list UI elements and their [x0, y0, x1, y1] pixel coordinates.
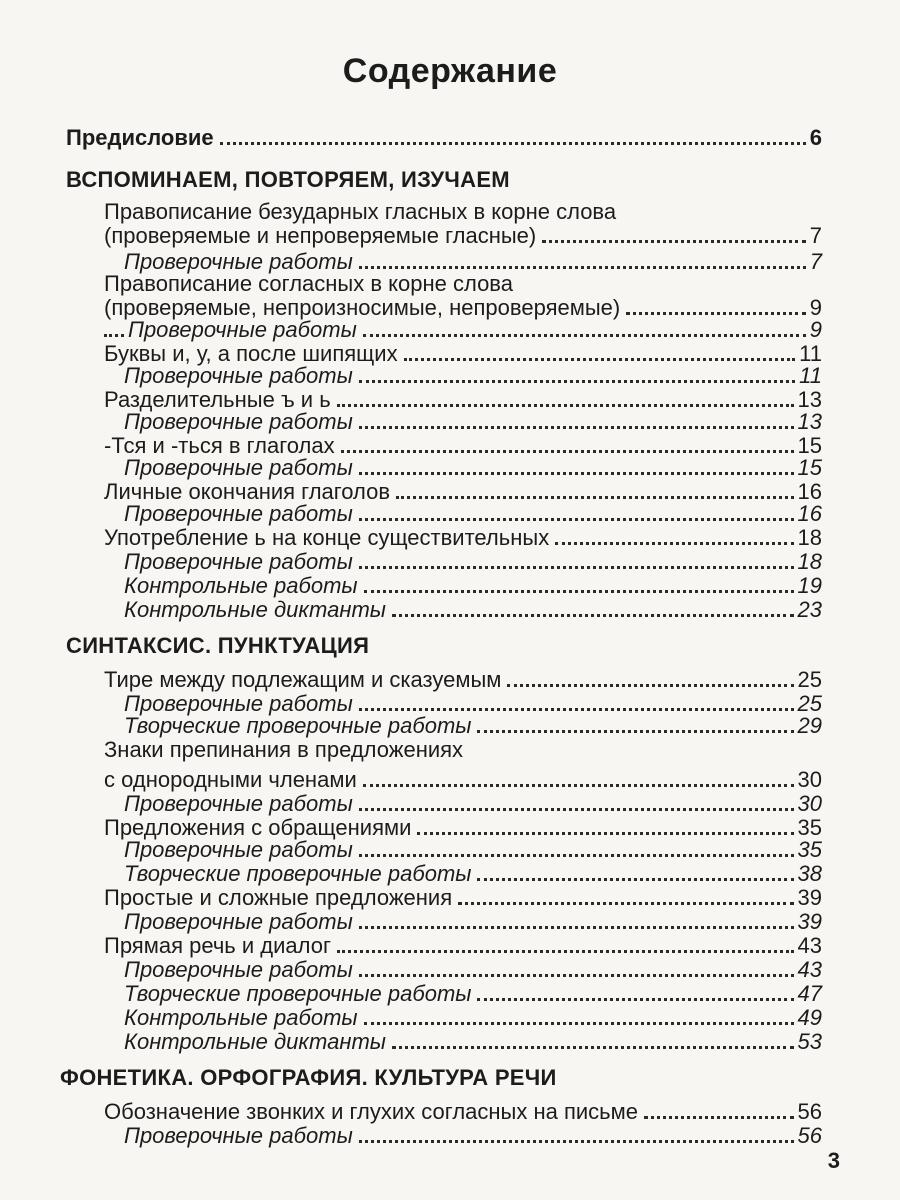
toc-entry[interactable]	[124, 410, 822, 434]
toc-entry-label: Контрольные диктанты	[124, 1029, 386, 1054]
toc-page-number: 16	[797, 501, 822, 526]
leader-dots	[359, 266, 806, 269]
toc-entry-label: Проверочные работы	[124, 957, 353, 982]
toc-entry[interactable]	[124, 1124, 822, 1148]
toc-page-number: 35	[797, 837, 822, 862]
toc-entry-label: Творческие проверочные работы	[124, 861, 472, 886]
toc-page-number: 30	[797, 791, 822, 816]
leader-dots	[477, 998, 793, 1001]
toc-entry[interactable]	[104, 738, 822, 762]
toc-entry-label: Проверочные работы	[124, 909, 353, 934]
leader-dots	[644, 1116, 794, 1119]
toc-page-number: 56	[797, 1123, 822, 1148]
toc-entry-label: Проверочные работы	[124, 409, 353, 434]
toc-entry[interactable]	[104, 934, 822, 958]
toc-entry[interactable]	[124, 910, 822, 934]
toc-page-number: 15	[797, 433, 822, 458]
leader-dots	[555, 542, 793, 545]
toc-entry-label: Знаки препинания в предложениях	[104, 737, 464, 762]
toc-page-number: 15	[797, 455, 822, 480]
toc-entry[interactable]	[124, 550, 822, 574]
toc-page-number: 6	[809, 125, 822, 150]
toc-entry-label: Проверочные работы	[124, 791, 353, 816]
leader-dots	[626, 312, 806, 315]
leader-dots	[359, 426, 794, 429]
leader-dots	[542, 240, 806, 243]
toc-entry-label: Контрольные работы	[124, 1005, 358, 1030]
toc-entry-label: Контрольные работы	[124, 573, 358, 598]
toc-entry[interactable]	[124, 1030, 822, 1054]
toc-entry[interactable]	[124, 714, 822, 738]
leader-dots	[363, 334, 806, 337]
leader-dots	[507, 684, 793, 687]
toc-entry-label: Проверочные работы	[124, 501, 353, 526]
leader-dots	[359, 926, 794, 929]
toc-entry[interactable]	[124, 364, 822, 388]
toc-entry-label: Предложения с обращениями	[104, 815, 412, 840]
toc-entry-label: Проверочные работы	[124, 691, 353, 716]
leader-dots	[392, 614, 794, 617]
toc-page-number: 43	[797, 933, 822, 958]
toc-entry[interactable]	[104, 224, 822, 248]
toc-entry-label: (проверяемые и непроверяемые гласные)	[104, 223, 537, 248]
toc-entry[interactable]	[124, 502, 822, 526]
page-number: 3	[827, 1148, 840, 1173]
leader-dots	[337, 404, 794, 407]
toc-entry[interactable]	[124, 792, 822, 816]
toc-page-number: 9	[809, 295, 822, 320]
toc-page-number: 35	[797, 815, 822, 840]
toc-entry-label: (проверяемые, непроизносимые, непроверяемые)	[104, 295, 621, 320]
leader-dots	[359, 472, 794, 475]
toc-page-number: 47	[797, 981, 822, 1006]
toc-entry-label: Проверочные работы	[124, 837, 353, 862]
toc-entry-label: Правописание безударных гласных в корне слова	[104, 199, 617, 224]
toc-entry-label: Проверочные работы	[124, 249, 353, 274]
toc-entry[interactable]	[104, 1100, 822, 1124]
leader-dots	[104, 334, 124, 337]
leader-dots	[417, 832, 793, 835]
leader-dots	[220, 142, 806, 145]
leader-dots	[337, 950, 794, 953]
toc-entry-label: Тире между подлежащим и сказуемым	[104, 667, 502, 692]
leader-dots	[359, 708, 794, 711]
toc-entry-label: Разделительные ъ и ь	[104, 387, 331, 412]
toc-entry[interactable]	[124, 838, 822, 862]
toc-entry[interactable]	[124, 574, 822, 598]
toc-entry-label: Правописание согласных в корне слова	[104, 271, 513, 296]
section-heading: ФОНЕТИКА. ОРФОГРАФИЯ. КУЛЬТУРА РЕЧИ	[60, 1065, 557, 1090]
toc-entry-label: Обозначение звонких и глухих согласных на письме	[104, 1099, 638, 1124]
toc-entry-label: Творческие проверочные работы	[124, 981, 472, 1006]
toc-page-number: 43	[797, 957, 822, 982]
toc-page-number: 53	[797, 1029, 822, 1054]
section-heading: ВСПОМИНАЕМ, ПОВТОРЯЕМ, ИЗУЧАЕМ	[66, 167, 510, 192]
toc-entry-label: Контрольные диктанты	[124, 597, 386, 622]
toc-entry[interactable]	[124, 982, 822, 1006]
toc-page-number: 7	[809, 249, 822, 274]
leader-dots	[458, 902, 793, 905]
toc-entry[interactable]	[104, 272, 822, 296]
toc-entry[interactable]	[104, 318, 822, 342]
toc-entry-label: с однородными членами	[104, 767, 357, 792]
leader-dots	[477, 730, 793, 733]
toc-page-number: 11	[799, 363, 822, 388]
leader-dots	[363, 784, 794, 787]
leader-dots	[392, 1046, 794, 1049]
toc-page-number: 39	[797, 909, 822, 934]
toc-page-number: 23	[797, 597, 822, 622]
toc-page-number: 7	[809, 223, 822, 248]
leader-dots	[396, 496, 793, 499]
toc-page-number: 56	[797, 1099, 822, 1124]
toc-page-number: 13	[797, 387, 822, 412]
toc-entry-label: Простые и сложные предложения	[104, 885, 453, 910]
leader-dots	[364, 1022, 794, 1025]
toc-entry[interactable]	[124, 862, 822, 886]
leader-dots	[364, 590, 794, 593]
toc-entry-label: Предисловие	[66, 125, 214, 150]
leader-dots	[359, 566, 794, 569]
toc-page-number: 29	[797, 713, 822, 738]
toc-page-number: 16	[797, 479, 822, 504]
leader-dots	[359, 854, 794, 857]
toc-page-number: 18	[797, 525, 822, 550]
toc-entry-label: Проверочные работы	[124, 363, 353, 388]
toc-page-number: 39	[797, 885, 822, 910]
toc-entry[interactable]	[124, 958, 822, 982]
section-heading: СИНТАКСИС. ПУНКТУАЦИЯ	[66, 633, 370, 658]
toc-entry-label: Прямая речь и диалог	[104, 933, 331, 958]
leader-dots	[359, 974, 794, 977]
toc-page-number: 38	[797, 861, 822, 886]
toc-entry-label: Творческие проверочные работы	[124, 713, 472, 738]
leader-dots	[359, 380, 795, 383]
toc-page-number: 13	[797, 409, 822, 434]
toc-page-number: 11	[799, 341, 822, 366]
toc-entry[interactable]	[124, 1006, 822, 1030]
toc-entry-preface[interactable]	[66, 126, 822, 150]
toc-page-number: 25	[797, 667, 822, 692]
toc-entry[interactable]	[104, 200, 822, 224]
toc-entry-label: Проверочные работы	[128, 317, 357, 342]
toc-page-number: 30	[797, 767, 822, 792]
toc-entry[interactable]	[104, 526, 822, 550]
toc-entry-label: Проверочные работы	[124, 1123, 353, 1148]
toc-entry[interactable]	[104, 668, 822, 692]
toc-page-number: 18	[797, 549, 822, 574]
leader-dots	[404, 358, 796, 361]
toc-entry[interactable]	[104, 768, 822, 792]
leader-dots	[359, 808, 794, 811]
page-title: Содержание	[342, 52, 558, 90]
leader-dots	[477, 878, 793, 881]
toc-entry[interactable]	[104, 886, 822, 910]
toc-entry[interactable]	[124, 598, 822, 622]
toc-page-number: 25	[797, 691, 822, 716]
toc-page-number: 49	[797, 1005, 822, 1030]
toc-entry-label: Проверочные работы	[124, 455, 353, 480]
leader-dots	[341, 450, 794, 453]
leader-dots	[359, 1140, 794, 1143]
toc-entry-label: -Тся и -ться в глаголах	[104, 433, 335, 458]
toc-entry-label: Проверочные работы	[124, 549, 353, 574]
toc-page-number: 19	[797, 573, 822, 598]
toc-entry-label: Употребление ь на конце существительных	[104, 525, 550, 550]
toc-entry-label: Личные окончания глаголов	[104, 479, 391, 504]
leader-dots	[359, 518, 794, 521]
toc-page-number: 9	[809, 317, 822, 342]
toc-entry[interactable]	[124, 456, 822, 480]
toc-entry-label: Буквы и, у, а после шипящих	[104, 341, 398, 366]
